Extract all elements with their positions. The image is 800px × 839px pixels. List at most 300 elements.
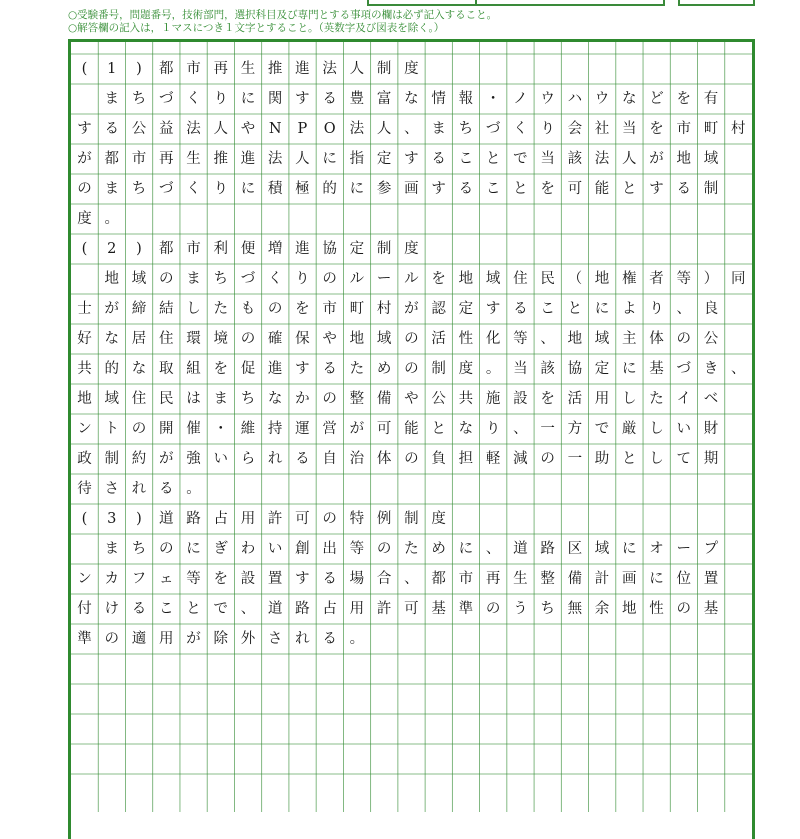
answer-cell-char: の [376, 541, 392, 557]
answer-cell-char: 制 [404, 511, 419, 527]
answer-cell-char: な [131, 361, 147, 377]
answer-cell-char: 整 [349, 391, 365, 407]
answer-cell-char: に [622, 361, 637, 377]
answer-cell-char: す [485, 301, 501, 317]
answer-cell-char: る [295, 451, 310, 467]
answer-cell-char: 住 [158, 331, 174, 347]
answer-cell-char: 余 [594, 601, 610, 617]
answer-cell-char: め [431, 541, 446, 557]
answer-cell-char: 場 [349, 571, 365, 587]
answer-cell-char: 地 [622, 601, 637, 617]
answer-cell-char: ち [131, 181, 147, 197]
answer-cell-char: 市 [186, 61, 201, 77]
answer-cell-char: 便 [240, 241, 256, 257]
answer-cell-char: な [458, 421, 474, 437]
answer-cell-char: 用 [158, 631, 174, 647]
answer-cell-char: 強 [186, 451, 201, 467]
answer-cell-char: り [540, 121, 555, 137]
answer-cell-char: 民 [540, 271, 555, 287]
answer-cell-char: 道 [513, 541, 528, 557]
answer-cell-char: 、 [676, 301, 692, 317]
answer-row [71, 354, 752, 384]
answer-cell-char: 該 [540, 361, 555, 377]
answer-cell-char: 減 [513, 451, 528, 467]
answer-row [71, 654, 752, 684]
answer-cell-char: 可 [376, 421, 392, 437]
answer-cell-char: 参 [376, 181, 392, 197]
answer-cell-char: し [186, 301, 201, 317]
answer-cell-char: 域 [104, 391, 119, 407]
answer-cell-char [71, 89, 98, 109]
instruction-line-1: ○受験番号，問題番号，技術部門，選択科目及び専門とする事項の欄は必ず記入すること。 [68, 9, 498, 21]
answer-cell-char: 都 [104, 151, 119, 167]
answer-cell-char: 創 [295, 541, 310, 557]
answer-cell-char: る [676, 181, 692, 197]
answer-cell-char: 許 [267, 511, 283, 527]
answer-cell-char: O [323, 121, 336, 137]
answer-cell-char: 置 [703, 571, 719, 587]
answer-cell-char: ・ [485, 91, 501, 107]
answer-row [71, 114, 752, 144]
answer-cell-char: ま [104, 541, 119, 557]
answer-cell-char: た [404, 541, 419, 557]
answer-cell-char: 運 [295, 421, 310, 437]
answer-cell-char: 士 [77, 301, 92, 317]
answer-cell-char: い [267, 541, 283, 557]
answer-cell-char: ま [104, 181, 119, 197]
answer-cell-char: こ [540, 301, 555, 317]
answer-cell-char: ー [676, 541, 692, 557]
answer-cell-char: 域 [131, 271, 147, 287]
answer-cell-char: 基 [431, 601, 446, 617]
answer-cell-char: 基 [703, 601, 719, 617]
answer-cell-char: を [676, 91, 692, 107]
answer-cell-char: の [540, 451, 555, 467]
answer-cell-char: す [431, 181, 446, 197]
answer-cell-char: 市 [676, 121, 692, 137]
answer-cell-char: ( [81, 511, 88, 527]
answer-cell-char: た [349, 361, 365, 377]
answer-cell-char: 、 [731, 361, 746, 377]
answer-cell-char: 指 [349, 151, 365, 167]
answer-row [71, 534, 752, 564]
answer-cell-char: の [240, 331, 256, 347]
answer-cell-char: 開 [158, 421, 174, 437]
answer-cell-char: 除 [213, 631, 228, 647]
answer-cell-char: さ [267, 631, 283, 647]
answer-cell-char: り [295, 271, 310, 287]
answer-cell-char: 許 [376, 601, 392, 617]
answer-row [71, 324, 752, 354]
answer-cell-char: に [594, 301, 610, 317]
answer-cell-char: 域 [594, 541, 610, 557]
answer-cell-char: ま [213, 391, 228, 407]
answer-cell-char: 待 [77, 481, 92, 497]
answer-cell-char: く [186, 181, 201, 197]
answer-cell-char [71, 539, 98, 559]
answer-cell-char: し [649, 421, 664, 437]
answer-cell-char: に [240, 91, 256, 107]
answer-cell-char: 体 [649, 331, 664, 347]
answer-cell-char: を [540, 181, 555, 197]
answer-cell-char: ) [136, 511, 142, 527]
answer-cell-char: ど [649, 91, 664, 107]
header-box-middle [475, 0, 665, 6]
answer-cell-char: 境 [213, 331, 228, 347]
answer-cell-char: す [404, 151, 419, 167]
answer-cell-char: 人 [622, 151, 637, 167]
answer-cell-char: ト [104, 421, 119, 437]
answer-cell-char: ( [81, 241, 88, 257]
answer-cell-char: の [485, 601, 501, 617]
answer-cell-char: れ [267, 451, 283, 467]
answer-cell-char: 持 [267, 421, 283, 437]
answer-cell-char: す [77, 121, 92, 137]
answer-cell-char: の [104, 631, 119, 647]
answer-cell-char: 占 [213, 511, 228, 527]
answer-row [71, 474, 752, 504]
answer-cell-char: 協 [567, 361, 583, 377]
answer-cell-char: や [240, 121, 256, 137]
answer-cell-char: 計 [594, 571, 610, 587]
answer-cell-char: 住 [513, 271, 528, 287]
answer-cell-char: 生 [240, 61, 256, 77]
answer-cell-char: こ [458, 151, 474, 167]
answer-cell-char: 共 [77, 361, 92, 377]
answer-cell-char: す [295, 361, 310, 377]
answer-cell-char: 可 [567, 181, 583, 197]
answer-cell-char: の [322, 271, 337, 287]
answer-cell-char: れ [131, 481, 147, 497]
answer-cell-char: づ [240, 271, 256, 287]
answer-cell-char: 準 [77, 631, 92, 647]
answer-sheet [68, 39, 755, 839]
answer-cell-char: が [349, 421, 365, 437]
answer-cell-char: の [158, 541, 174, 557]
answer-cell-char: 定 [349, 241, 365, 257]
answer-cell-char: ま [104, 91, 119, 107]
answer-cell-char: 助 [594, 451, 610, 467]
answer-cell-char: よ [622, 301, 637, 317]
answer-cell-char: く [513, 121, 528, 137]
answer-cell-char: 営 [322, 421, 337, 437]
answer-cell-char: 備 [376, 391, 392, 407]
answer-cell-char: に [186, 541, 201, 557]
answer-cell-char: く [186, 91, 201, 107]
answer-cell-char: 会 [567, 121, 583, 137]
answer-cell-char: 度 [77, 211, 92, 227]
answer-cell-char: 財 [703, 421, 719, 437]
answer-cell-char: ェ [158, 571, 174, 587]
answer-cell-char: う [513, 601, 528, 617]
answer-cell-char: 度 [404, 61, 419, 77]
answer-cell-char: ・ [213, 421, 228, 437]
answer-cell-char: 市 [186, 241, 201, 257]
answer-cell-char: 活 [567, 391, 583, 407]
answer-row [71, 504, 752, 534]
answer-cell-char: て [676, 451, 692, 467]
header-box-left [367, 0, 477, 6]
answer-cell-char: の [404, 451, 419, 467]
answer-row [71, 594, 752, 624]
answer-cell-char: 地 [349, 331, 365, 347]
answer-cell-char: 期 [703, 451, 719, 467]
answer-cell-char: 路 [186, 511, 201, 527]
answer-cell-char: の [77, 181, 92, 197]
answer-cell-char: を [213, 571, 228, 587]
answer-cell-char: 制 [104, 451, 119, 467]
answer-cell-char: 村 [731, 121, 746, 137]
answer-cell-char: づ [485, 121, 501, 137]
answer-cell-char: 法 [349, 121, 365, 137]
answer-cell-char: す [649, 181, 664, 197]
answer-cell-char: 化 [485, 331, 501, 347]
answer-cell-char: 定 [594, 361, 610, 377]
answer-cell-char: で [213, 601, 228, 617]
answer-cell-char: が [158, 451, 174, 467]
answer-cell-char: 地 [594, 271, 610, 287]
answer-cell-char: る [104, 121, 119, 137]
answer-cell-char: 用 [594, 391, 610, 407]
answer-row [71, 564, 752, 594]
answer-cell-char: 保 [295, 331, 310, 347]
answer-cell-char: 、 [485, 541, 501, 557]
answer-cell-char: 的 [322, 181, 337, 197]
answer-cell-char: 人 [213, 121, 228, 137]
answer-cell-char: 等 [676, 271, 692, 287]
answer-cell-char: ち [240, 391, 256, 407]
answer-cell-char: ベ [703, 391, 719, 407]
answer-cell-char: い [676, 421, 692, 437]
answer-cell-char: こ [485, 181, 501, 197]
answer-cell-char: 有 [703, 91, 719, 107]
answer-cell-char: 一 [567, 451, 583, 467]
answer-cell-char: 促 [240, 361, 256, 377]
answer-cell-char: ち [213, 271, 228, 287]
answer-cell-char: ち [540, 601, 555, 617]
answer-cell-char: ー [376, 271, 392, 287]
answer-cell-char: る [322, 361, 337, 377]
answer-cell-char: に [458, 541, 474, 557]
answer-cell-char: ウ [594, 91, 610, 107]
answer-cell-char: 公 [131, 121, 147, 137]
answer-cell-char: や [404, 391, 419, 407]
answer-cell-char: 町 [349, 301, 365, 317]
answer-cell-char: 都 [158, 241, 174, 257]
answer-cell-char: き [703, 361, 719, 377]
instruction-line-2: ○解答欄の記入は，１マスにつき１文字とすること。（英数字及び図表を除く。） [68, 22, 445, 34]
answer-cell-char: 。 [485, 361, 501, 377]
answer-cell-char: 性 [649, 601, 664, 617]
answer-cell-char: ノ [513, 91, 528, 107]
answer-cell-char: に [649, 571, 664, 587]
answer-cell-char: 用 [240, 511, 256, 527]
answer-cell-char: 都 [431, 571, 446, 587]
answer-cell-char: 特 [349, 511, 365, 527]
answer-cell-char: づ [158, 91, 174, 107]
answer-cell-char: 外 [240, 631, 256, 647]
answer-cell-char: さ [104, 481, 119, 497]
answer-cell-char: 路 [295, 601, 310, 617]
answer-cell-char: に [240, 181, 256, 197]
answer-cell-char: 適 [131, 631, 147, 647]
answer-cell-char: 再 [213, 61, 228, 77]
answer-cell-char: 報 [458, 91, 474, 107]
answer-row [71, 624, 752, 654]
answer-cell-char: が [186, 631, 201, 647]
answer-cell-char: 地 [104, 271, 119, 287]
answer-cell-char: 活 [431, 331, 446, 347]
answer-cell-char: の [404, 331, 419, 347]
answer-cell-char: 結 [158, 301, 174, 317]
answer-cell-char: 、 [240, 601, 256, 617]
answer-cell-char: の [322, 391, 337, 407]
answer-cell-char: 3 [107, 511, 117, 527]
answer-cell-char: 法 [594, 151, 610, 167]
answer-cell-char: ( [81, 61, 88, 77]
answer-cell-char: 推 [267, 61, 283, 77]
answer-cell-char: づ [158, 181, 174, 197]
answer-cell-char: 認 [431, 301, 446, 317]
answer-cell-char: 当 [513, 361, 528, 377]
answer-cell-char: 公 [703, 331, 719, 347]
answer-cell-char: 良 [703, 301, 719, 317]
answer-cell-char: 都 [158, 61, 174, 77]
answer-cell-char: カ [104, 571, 119, 587]
answer-cell-char: に [322, 151, 337, 167]
answer-cell-char: P [297, 121, 308, 137]
answer-cell-char: 位 [676, 571, 692, 587]
answer-cell-char: 人 [349, 61, 365, 77]
answer-cell-char: と [622, 181, 637, 197]
answer-cell-char: 方 [567, 421, 583, 437]
answer-cell-char: と [567, 301, 583, 317]
answer-cell-char: 路 [540, 541, 555, 557]
answer-cell-char: 進 [295, 61, 310, 77]
answer-cell-char: 占 [322, 601, 337, 617]
answer-cell-char: り [213, 181, 228, 197]
answer-cell-char: 共 [458, 391, 474, 407]
answer-cell-char: れ [295, 631, 310, 647]
answer-cell-char: 村 [376, 301, 392, 317]
answer-cell-char: が [77, 151, 92, 167]
answer-cell-char: ) [136, 241, 142, 257]
answer-cell-char: を [213, 361, 228, 377]
answer-cell-char: 人 [376, 121, 392, 137]
answer-cell-char: 富 [376, 91, 392, 107]
answer-cell-char: 軽 [485, 451, 501, 467]
answer-row [71, 234, 752, 264]
answer-cell-char: 主 [622, 331, 637, 347]
answer-cell-char: 締 [131, 301, 147, 317]
answer-cell-char: 負 [431, 451, 446, 467]
answer-row [71, 714, 752, 744]
answer-cell-char: な [104, 331, 119, 347]
answer-cell-char: 進 [267, 361, 283, 377]
answer-cell-char: ぎ [213, 541, 228, 557]
answer-cell-char: た [213, 301, 228, 317]
answer-row [71, 174, 752, 204]
answer-cell-char: ち [131, 91, 147, 107]
answer-cell-char: の [131, 421, 147, 437]
answer-cell-char: 推 [213, 151, 228, 167]
answer-cell-char: ハ [567, 91, 583, 107]
answer-cell-char: 市 [458, 571, 474, 587]
answer-cell-char: 当 [622, 121, 637, 137]
answer-cell-char: プ [703, 541, 719, 557]
answer-cell-char: 政 [77, 451, 92, 467]
answer-cell-char: 生 [186, 151, 201, 167]
answer-cell-char: を [295, 301, 310, 317]
answer-cell-char: る [322, 91, 337, 107]
answer-cell-char: 制 [376, 61, 392, 77]
answer-row [71, 744, 752, 774]
answer-cell-char: 者 [649, 271, 664, 287]
answer-cell-char: 地 [77, 391, 92, 407]
answer-row [71, 144, 752, 174]
answer-cell-char: 生 [513, 571, 528, 587]
answer-cell-char: 組 [186, 361, 201, 377]
answer-cell-char: な [267, 391, 283, 407]
answer-cell-char: 該 [567, 151, 583, 167]
answer-cell-char: 法 [322, 61, 337, 77]
answer-cell-char: 可 [404, 601, 419, 617]
answer-cell-char: （ [567, 271, 583, 287]
answer-cell-char: ) [136, 61, 142, 77]
answer-cell-char: 厳 [622, 421, 637, 437]
answer-cell-char: と [513, 181, 528, 197]
answer-row [71, 54, 752, 84]
answer-cell-char: の [676, 331, 692, 347]
answer-cell-char: 設 [513, 391, 528, 407]
answer-cell-char: 地 [676, 151, 692, 167]
answer-row [71, 264, 752, 294]
answer-cell-char: 性 [458, 331, 474, 347]
answer-cell-char: 的 [104, 361, 119, 377]
answer-cell-char: を [540, 391, 555, 407]
answer-cell-char: に [349, 181, 365, 197]
answer-cell-char: 用 [349, 601, 365, 617]
answer-cell-char: 準 [458, 601, 474, 617]
answer-cell-char: 増 [267, 241, 283, 257]
answer-cell-char: ま [186, 271, 201, 287]
answer-cell-char: 人 [295, 151, 310, 167]
answer-cell-char: と [622, 451, 637, 467]
answer-cell-char: 制 [431, 361, 446, 377]
answer-cell-char: め [376, 361, 392, 377]
answer-cell-char: 制 [376, 241, 392, 257]
answer-cell-char: が [649, 151, 664, 167]
answer-cell-char: の [404, 361, 419, 377]
answer-cell-char: と [186, 601, 201, 617]
answer-cell-char: 進 [295, 241, 310, 257]
answer-cell-char: の [322, 511, 337, 527]
answer-cell-char: 公 [431, 391, 446, 407]
answer-cell-char: 市 [322, 301, 337, 317]
answer-cell-char: 画 [622, 571, 637, 587]
answer-cell-char: な [404, 91, 419, 107]
answer-text [71, 42, 752, 812]
answer-cell-char: ン [77, 571, 92, 587]
answer-cell-char: 法 [186, 121, 201, 137]
answer-cell-char: 等 [349, 541, 365, 557]
answer-cell-char: 極 [295, 181, 310, 197]
answer-cell-char: 確 [267, 331, 283, 347]
answer-cell-char: 進 [240, 151, 256, 167]
answer-cell-char: ン [77, 421, 92, 437]
answer-cell-char: 社 [594, 121, 610, 137]
answer-cell-char: 住 [131, 391, 147, 407]
